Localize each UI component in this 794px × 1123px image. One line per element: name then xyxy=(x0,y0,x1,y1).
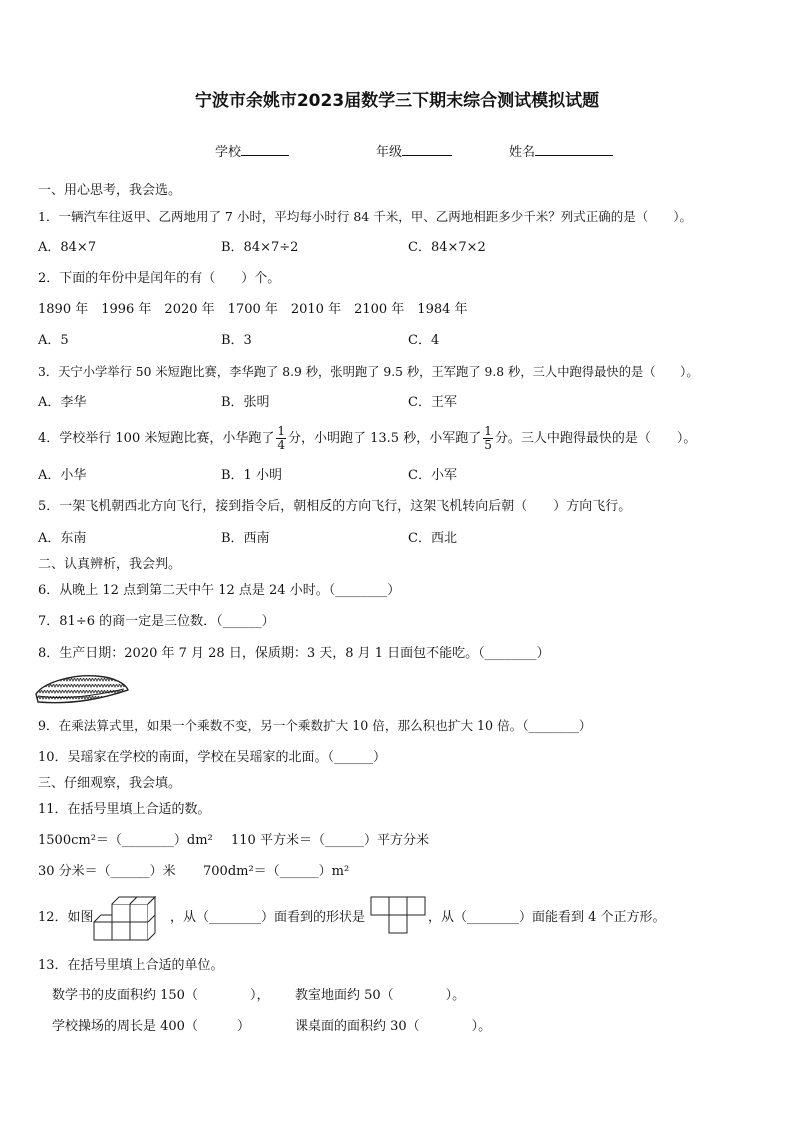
question-12-part-2: ，从（________）面看到的形状是 xyxy=(170,910,366,925)
q1-option-a[interactable]: A．84×7 xyxy=(38,240,97,255)
question-8: 8．生产日期：2020 年 7 月 28 日，保质期：3 天，8 月 1 日面包不能吃。（________） xyxy=(38,646,550,661)
question-10: 10．吴瑶家在学校的南面，学校在吴瑶家的北面。（______） xyxy=(38,750,387,765)
q11-item-2: 110 平方米＝（______）平方分米 xyxy=(231,833,429,848)
question-3-stem: 3．天宁小学举行 50 米短跑比赛，李华跑了 8.9 秒，张明跑了 9.5 秒，王军跑了 9.8 秒，三人中跑得最快的是（ ）。 xyxy=(38,365,699,379)
q3-option-c[interactable]: C．王军 xyxy=(408,395,457,410)
question-2-stem: 2．下面的年份中是闰年的有（ ）个。 xyxy=(38,271,281,286)
page-title: 宁波市余姚市2023届数学三下期末综合测试模拟试题 xyxy=(194,91,600,111)
q4-option-b[interactable]: B．1 小明 xyxy=(221,468,282,483)
question-9: 9．在乘法算式里，如果一个乘数不变，另一个乘数扩大 10 倍，那么积也扩大 10 倍。（________） xyxy=(38,718,592,733)
q3-option-b[interactable]: B．张明 xyxy=(221,395,270,410)
q13-item-3: 学校操场的周长是 400（ ） xyxy=(52,1019,250,1034)
question-1-stem: 1．一辆汽车往返甲、乙两地用了 7 小时，平均每小时行 84 千米，甲、乙两地相距多少千米？列式正确的是（ ）。 xyxy=(38,209,692,224)
q5-option-b[interactable]: B．西南 xyxy=(221,531,270,546)
name-field[interactable]: 姓名 xyxy=(509,143,613,161)
q2-option-a[interactable]: A．5 xyxy=(38,333,69,348)
q4-option-c[interactable]: C．小军 xyxy=(408,468,457,483)
section-heading-1: 一、用心思考，我会选。 xyxy=(38,183,182,198)
q5-option-c[interactable]: C．西北 xyxy=(408,531,457,546)
q3-option-a[interactable]: A．李华 xyxy=(38,395,87,410)
question-4-stem: 4．学校举行 100 米短跑比赛，小华跑了 $\frac{1}{4}$ 分，小明跑了 13.5 秒，小军跑了 $\frac{1}{5}$ 分。三人中跑得最快的是（ ）。 xyxy=(38,424,697,452)
q2-years: 1890 年 1996 年 2020 年 1700 年 2010 年 2100 年 1984 年 xyxy=(38,302,468,317)
question-5-stem: 5．一架飞机朝西北方向飞行，接到指令后，朝相反的方向飞行，这架飞机转向后朝（ ）方向飞行。 xyxy=(38,499,632,514)
cube-stack-figure xyxy=(92,892,162,944)
q11-item-4: 700dm²＝（______）m² xyxy=(203,864,350,879)
q5-option-a[interactable]: A．东南 xyxy=(38,531,87,546)
bread-illustration xyxy=(34,672,130,708)
q11-item-1: 1500cm²＝（________）dm² xyxy=(38,833,213,848)
q13-item-2: 教室地面约 50（ ）。 xyxy=(295,988,466,1003)
q2-option-b[interactable]: B．3 xyxy=(221,333,252,348)
school-field[interactable]: 学校 xyxy=(215,143,289,161)
question-7: 7．81÷6 的商一定是三位数．（______） xyxy=(38,614,275,629)
q2-option-c[interactable]: C．4 xyxy=(408,333,440,348)
q1-option-c[interactable]: C．84×7×2 xyxy=(408,240,486,255)
question-12-part-1: 12．如图 xyxy=(38,910,94,925)
q13-item-1: 数学书的皮面积约 150（ ）， xyxy=(52,988,270,1003)
fraction-one-quarter: $\frac{1}{4}$ xyxy=(277,424,285,452)
fraction-one-fifth: $\frac{1}{5}$ xyxy=(484,424,492,452)
question-6: 6．从晚上 12 点到第二天中午 12 点是 24 小时。（________） xyxy=(38,583,401,598)
q4-option-a[interactable]: A．小华 xyxy=(38,468,87,483)
q13-item-4: 课桌面的面积约 30（ ）。 xyxy=(295,1019,492,1034)
question-12-part-3: ，从（________）面能看到 4 个正方形。 xyxy=(428,910,666,925)
grade-field[interactable]: 年级 xyxy=(376,143,452,161)
section-heading-2: 二、认真辨析，我会判。 xyxy=(38,557,182,572)
view-shape-figure xyxy=(370,896,426,936)
q1-option-b[interactable]: B．84×7÷2 xyxy=(221,240,299,255)
section-heading-3: 三、仔细观察，我会填。 xyxy=(38,776,182,791)
q11-item-3: 30 分米＝（______）米 xyxy=(38,864,176,879)
question-11-stem: 11．在括号里填上合适的数。 xyxy=(38,802,211,817)
question-13-stem: 13．在括号里填上合适的单位。 xyxy=(38,958,224,973)
